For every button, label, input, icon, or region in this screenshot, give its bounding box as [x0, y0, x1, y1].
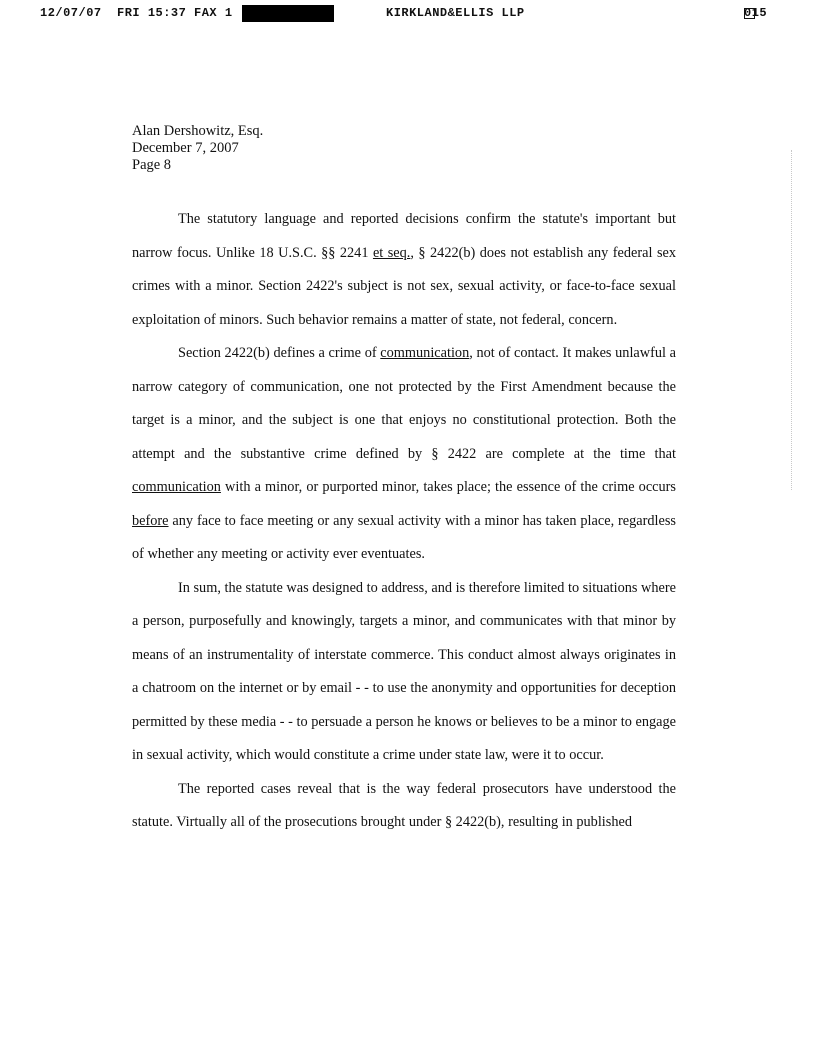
- paragraph-2-underlined-b: communication: [132, 479, 221, 495]
- fax-date: 12/07/07: [40, 6, 102, 20]
- fax-date-time: [40, 6, 233, 20]
- fax-day-time: FRI 15:37 FAX 1: [117, 6, 233, 20]
- letter-header: [132, 123, 263, 174]
- paragraph-1: [132, 203, 676, 337]
- scan-edge-artifact: [787, 150, 792, 490]
- paragraph-2-text-c: with a minor, or purported minor, takes place; the essence of the crime occurs: [220, 479, 676, 495]
- paragraph-1-text-b: , § 2422(b) does not establish any federal sex crimes with a minor. Section 2422's subject is not sex, sexual activity, or face-to-face sexual exploitation of minors. Such behavior remains a matter of state, not federal, concern.: [132, 244, 676, 328]
- recipient-name: Alan Dershowitz, Esq.: [132, 123, 264, 139]
- paragraph-2: [132, 337, 676, 572]
- letter-body: [132, 203, 676, 840]
- paragraph-3: In sum, the statute was designed to address, and is therefore limited to situations where a person, purposefully and knowingly, targets a minor, and communicates with that minor by means of an instrumentality of interstate commerce. This conduct almost always originates in a chatroom on the internet or by email - - to use the anonymity and opportunities for deception permitted by these media - - to persuade a person he knows or believes to be a minor to engage in sexual activity, which would constitute a crime under state law, were it to occur.: [132, 579, 676, 763]
- fax-page-icon: [744, 8, 755, 19]
- fax-firm-name: KIRKLAND&ELLIS LLP: [386, 6, 525, 20]
- fax-page-counter: [744, 6, 767, 20]
- fax-header: [0, 4, 816, 24]
- paragraph-2-text-d: any face to face meeting or any sexual activity with a minor has taken place, regardless of whether any meeting or activity ever eventuates.: [132, 512, 676, 562]
- paragraph-2-text-a: Section 2422(b) defines a crime of: [178, 345, 381, 361]
- redaction-block: [242, 5, 334, 22]
- paragraph-2-text-b: , not of contact. It makes unlawful a narrow category of communication, one not protected by the First Amendment because the target is a minor, and the subject is one that enjoys no constitutional protection. Both the attempt and the substantive crime defined by § 2422 are complete at the time that: [132, 345, 676, 462]
- paragraph-4: The reported cases reveal that is the way federal prosecutors have understood the statute. Virtually all of the prosecutions brought under § 2422(b), resulting in published: [132, 780, 676, 830]
- paragraph-2-underlined-a: communication: [380, 345, 470, 361]
- paragraph-2-underlined-c: before: [132, 512, 169, 529]
- letter-date: December 7, 2007: [132, 140, 239, 156]
- fax-page-number: 015: [744, 6, 768, 20]
- paragraph-1-et-seq: et seq.: [372, 244, 411, 261]
- paragraph-1-text-a: The statutory language and reported decisions confirm the statute's important but narrow focus. Unlike 18 U.S.C. §§ 2241: [132, 211, 676, 261]
- page-label: Page 8: [132, 157, 172, 173]
